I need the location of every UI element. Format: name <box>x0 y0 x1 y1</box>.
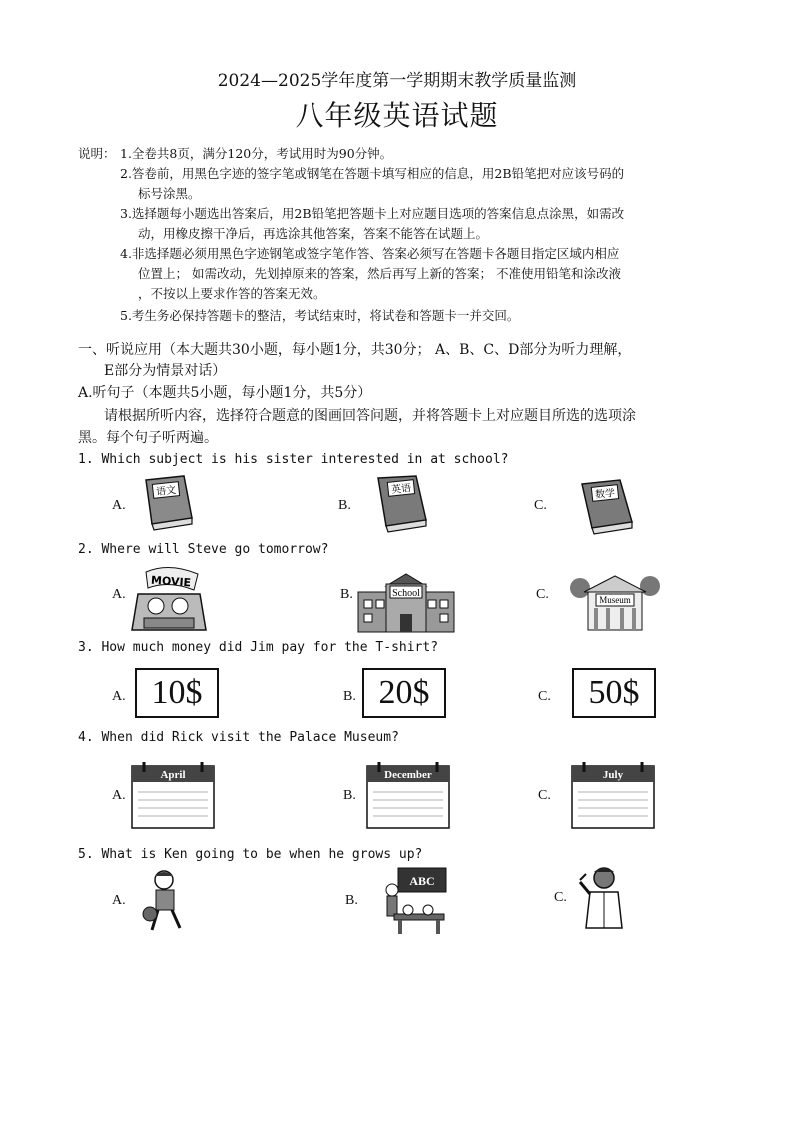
option-letter: C. <box>554 890 567 905</box>
math-book-picture <box>578 476 638 536</box>
calendar-july-picture <box>570 760 656 830</box>
movie-sign: MOVIE <box>150 573 192 590</box>
subject-title: 八年级英语试题 <box>295 99 499 132</box>
part-a-description: 请根据所听内容，选择符合题意的图画回答问题，并将答题卡上对应题目所选的选项涂 <box>104 408 636 424</box>
book-label: 语文 <box>155 484 177 499</box>
instruction-line: 位置上； 如需改动，先划掉原来的答案，然后再写上新的答案； 不准使用铅笔和涂改液 <box>138 266 621 281</box>
part-a-title: A.听句子（本题共5小题，每小题1分，共5分） <box>78 385 372 401</box>
part-a-description-cont: 黑。每个句子听两遍。 <box>78 430 218 446</box>
calendar-month: December <box>384 769 432 781</box>
instruction-line: 1.全卷共8页，满分120分，考试用时为90分钟。 <box>120 146 393 161</box>
instruction-line: 2.答卷前，用黑色字迹的签字笔或钢笔在答题卡填写相应的信息，用2B铅笔把对应该号码的 <box>120 166 625 181</box>
question-1: 1. Which subject is his sister interested in at school? <box>78 452 509 467</box>
option-letter: B. <box>338 498 351 513</box>
option-letter: C. <box>538 788 551 803</box>
teacher-classroom-picture <box>384 866 450 936</box>
blackboard-text: ABC <box>409 874 435 888</box>
price-tag: 10$ <box>135 668 219 718</box>
option-letter: B. <box>345 893 358 908</box>
school-sign: School <box>392 588 420 599</box>
option-letter: A. <box>112 893 126 908</box>
instruction-line: 动，用橡皮擦干净后，再选涂其他答案，答案不能答在试题上。 <box>138 226 489 241</box>
option-letter: A. <box>112 498 126 513</box>
option-letter: C. <box>536 587 549 602</box>
question-4: 4. When did Rick visit the Palace Museum? <box>78 730 399 745</box>
chinese-book-picture <box>140 474 196 532</box>
instruction-line: 3.选择题每小题选出答案后，用2B铅笔把答题卡上对应题目选项的答案信息点涂黑，如需改 <box>120 206 625 221</box>
option-letter: C. <box>538 689 551 704</box>
museum-building-picture <box>570 572 660 632</box>
exam-title: 2024—2025学年度第一学期期末教学质量监测 <box>217 71 577 91</box>
movie-theater-picture <box>126 564 212 636</box>
calendar-december-picture <box>365 760 451 830</box>
instruction-line: ，不按以上要求作答的答案无效。 <box>138 286 326 301</box>
school-building-picture <box>356 570 456 634</box>
calendar-month: July <box>602 769 624 781</box>
section-heading: 一、听说应用（本大题共30小题，每小题1分，共30分； A、B、C、D部分为听力理解， <box>78 342 632 358</box>
instructions-prefix: 说明： <box>78 146 116 161</box>
instruction-line: 5.考生务必保持答题卡的整洁，考试结束时，将试卷和答题卡一并交回。 <box>120 308 520 323</box>
question-2: 2. Where will Steve go tomorrow? <box>78 542 329 557</box>
calendar-month: April <box>160 769 186 781</box>
book-label: 数学 <box>594 487 616 502</box>
option-letter: A. <box>112 788 126 803</box>
price-tag: 50$ <box>572 668 656 718</box>
question-5: 5. What is Ken going to be when he grows up? <box>78 847 423 862</box>
instruction-line: 标号涂黑。 <box>138 186 201 201</box>
option-letter: A. <box>112 587 126 602</box>
section-heading-cont: E部分为情景对话） <box>104 363 227 379</box>
option-letter: A. <box>112 689 126 704</box>
instruction-line: 4.非选择题必须用黑色字迹钢笔或签字笔作答、答案必须写在答题卡各题目指定区域内相应 <box>120 246 620 261</box>
basketball-player-picture <box>140 868 192 936</box>
book-label: 英语 <box>390 482 412 497</box>
option-letter: B. <box>343 689 356 704</box>
question-3: 3. How much money did Jim pay for the T-shirt? <box>78 640 439 655</box>
calendar-april-picture <box>130 760 216 830</box>
museum-sign: Museum <box>599 595 631 605</box>
price-tag: 20$ <box>362 668 446 718</box>
english-book-picture <box>372 474 432 534</box>
doctor-picture <box>578 864 628 934</box>
option-letter: B. <box>340 587 353 602</box>
option-letter: C. <box>534 498 547 513</box>
option-letter: B. <box>343 788 356 803</box>
